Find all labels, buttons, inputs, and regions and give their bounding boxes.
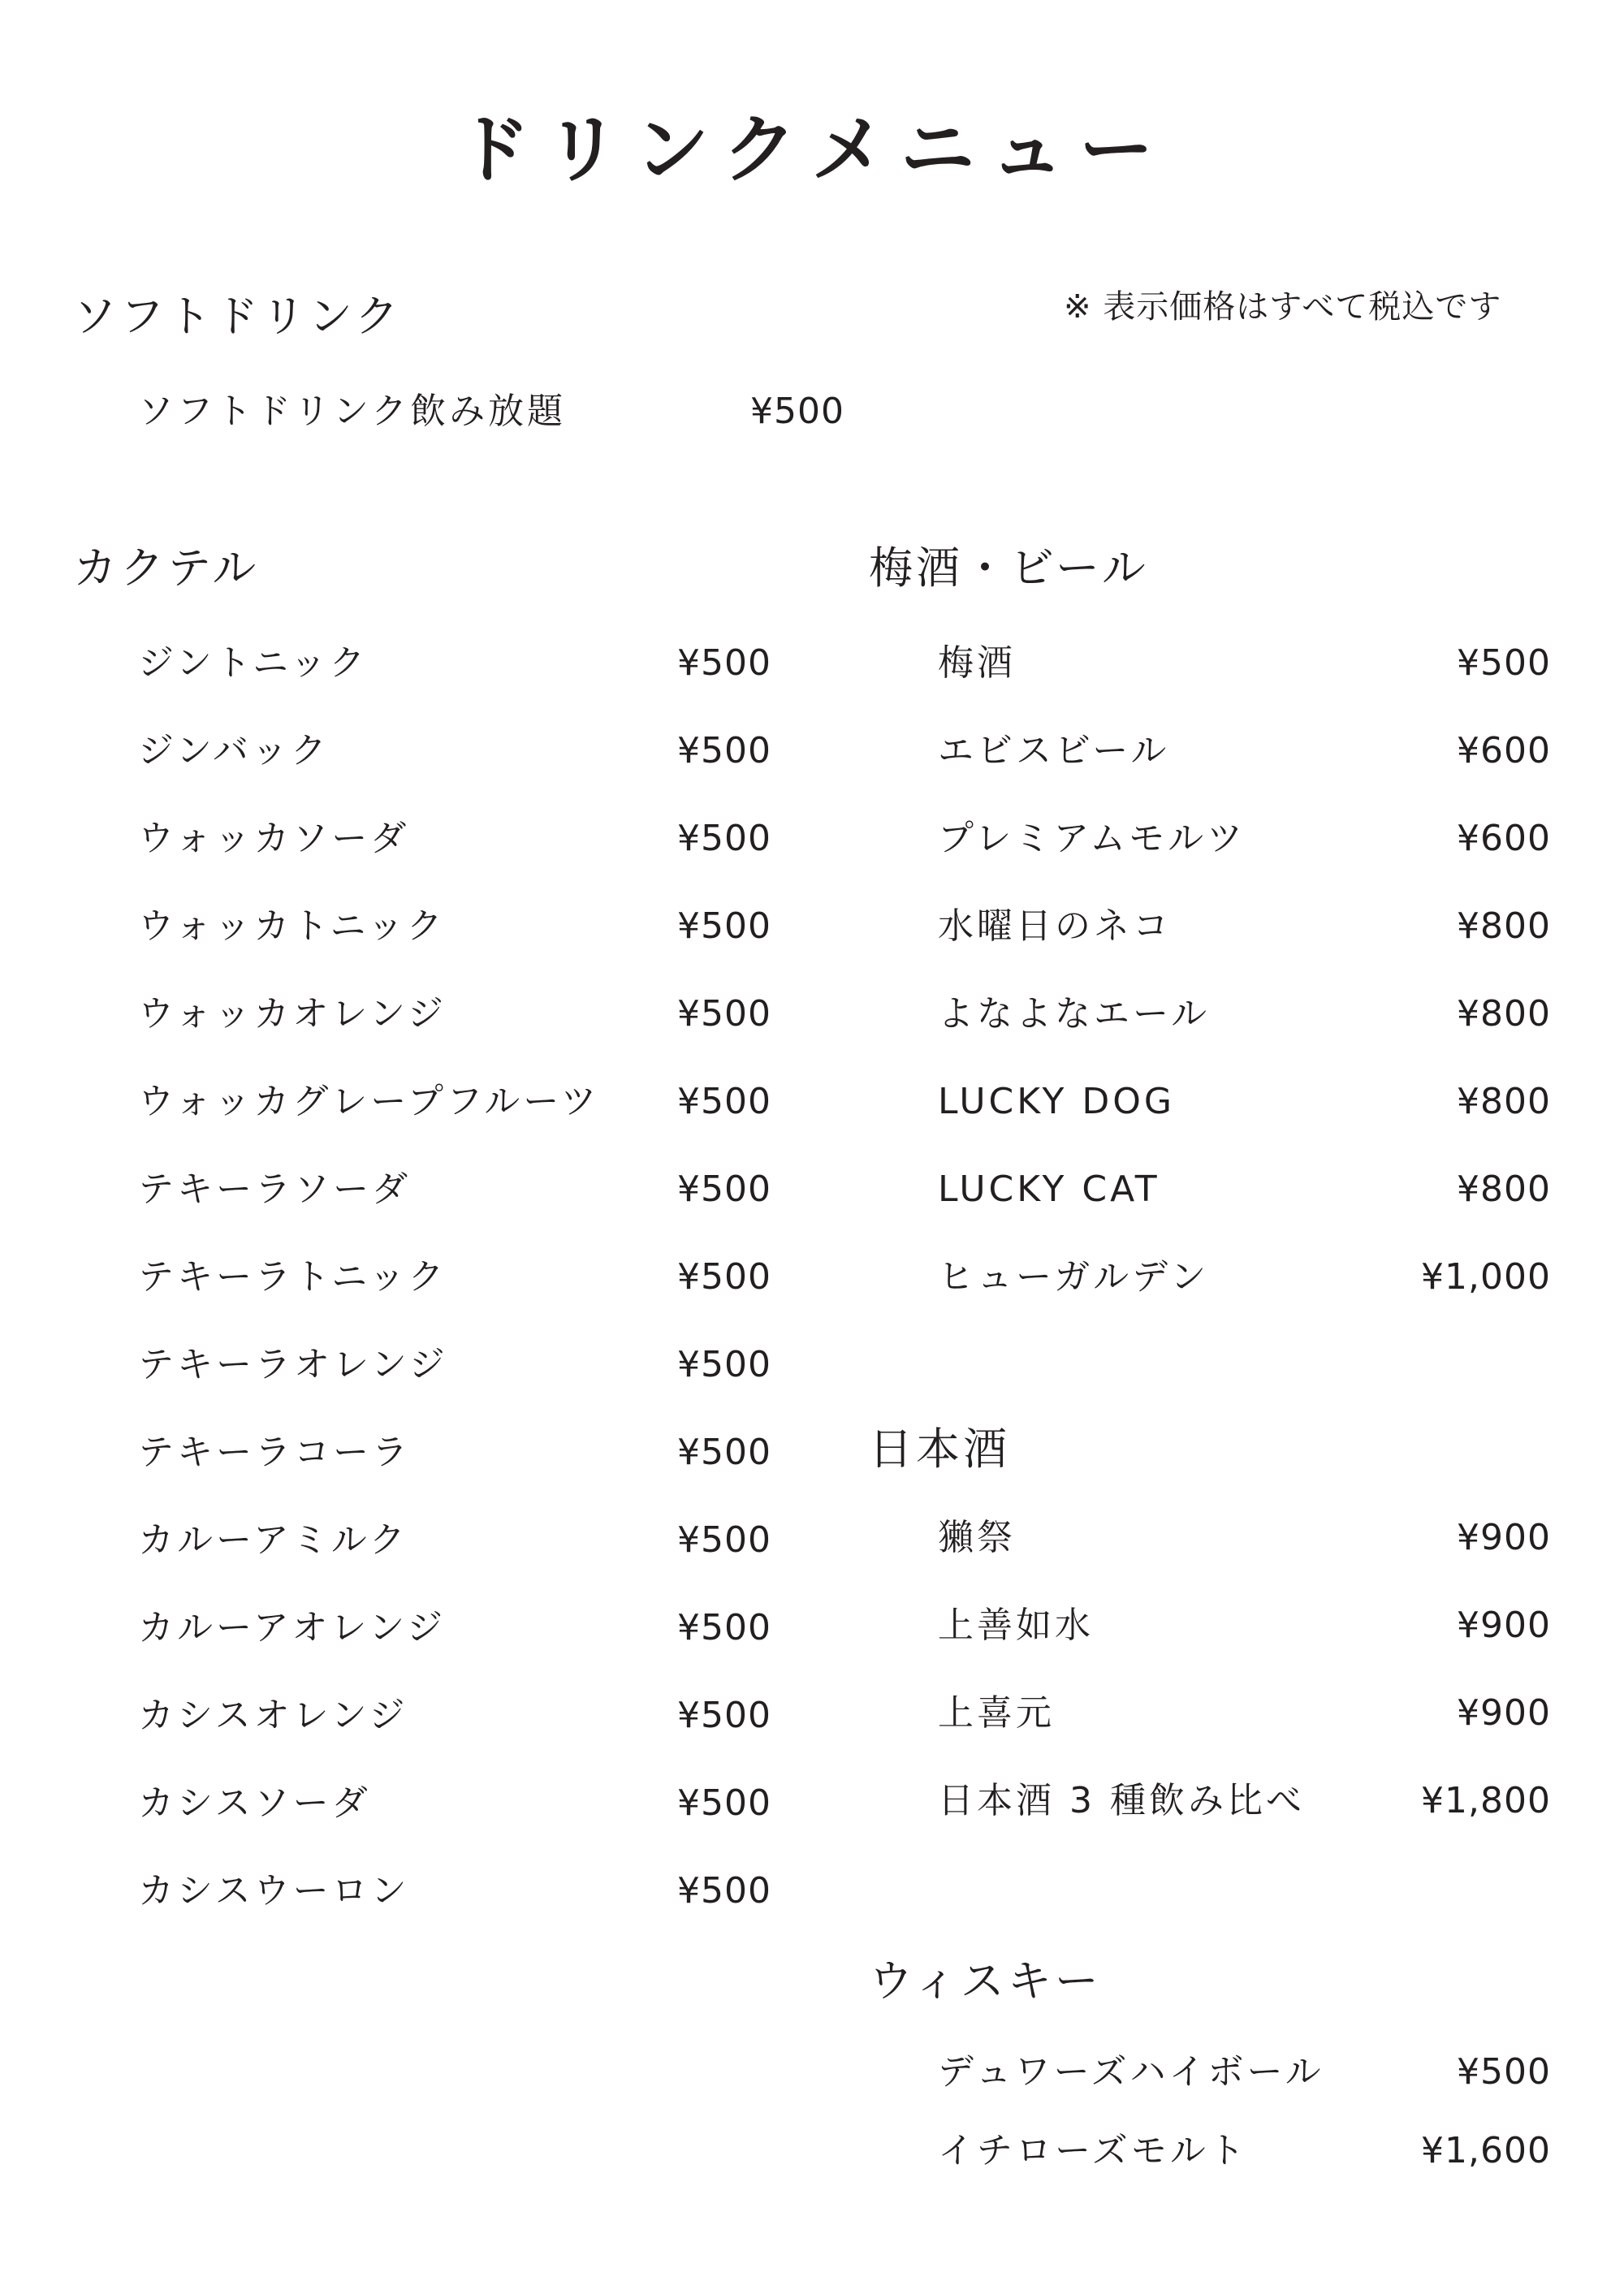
section-sake [869,1421,1551,1821]
item-name: ウォッカトニック [138,905,446,947]
item-price: ¥900 [1457,1517,1551,1558]
item-price: ¥500 [1457,642,1551,684]
menu-item [138,901,771,953]
item-name: LUCKY DOG [938,1081,1176,1122]
menu-item [938,1775,1551,1827]
menu-item [138,386,844,438]
menu-item [938,2125,1551,2177]
item-price: ¥900 [1457,1605,1551,1646]
item-price: ¥500 [677,993,771,1035]
item-price: ¥500 [677,1607,771,1648]
menu-item [938,2046,1551,2098]
item-name: 上善如水 [938,1605,1094,1646]
menu-item [138,1602,771,1654]
item-price: ¥500 [677,1169,771,1210]
item-price: ¥500 [677,642,771,684]
item-name: カシスソーダ [138,1782,371,1824]
item-name: よなよなエール [938,993,1211,1035]
menu-item [138,1339,771,1391]
menu-item [938,725,1551,777]
item-price: ¥500 [677,1081,771,1122]
item-name: カルーアオレンジ [138,1607,447,1648]
menu-item [138,1865,771,1917]
item-price: ¥500 [1457,2051,1551,2093]
item-name: デュワーズハイボール [938,2051,1324,2093]
menu-item [138,1514,771,1566]
section-cocktails [73,540,853,1920]
section-title: 日本酒 [869,1423,1010,1475]
item-price: ¥500 [677,1344,771,1385]
section-title: ウィスキー [869,1955,1102,2007]
item-name: ウォッカグレープフルーツ [138,1081,600,1122]
item-name: プレミアムモルツ [938,818,1246,859]
section-title: ソフトドリンク [73,291,402,342]
item-price: ¥500 [677,1782,771,1824]
item-name: エビスビール [938,730,1170,771]
menu-item [938,1164,1551,1216]
item-price: ¥500 [677,818,771,859]
menu-item [138,813,771,865]
menu-item [138,637,771,689]
menu-item [938,1251,1551,1303]
section-title: 梅酒・ビール [869,542,1149,594]
item-name: ジンバック [138,730,330,771]
item-price: ¥800 [1457,1081,1551,1122]
item-name: ジントニック [138,642,369,684]
item-price: ¥800 [1457,1169,1551,1210]
item-name: カシスオレンジ [138,1695,408,1736]
menu-item [938,637,1551,689]
item-name: 上喜元 [938,1692,1055,1734]
menu-item [138,1164,771,1216]
item-price: ¥500 [677,730,771,771]
item-name: ソフトドリンク飲み放題 [138,391,567,432]
section-soft-drinks [73,288,844,451]
item-price: ¥900 [1457,1692,1551,1734]
item-price: ¥600 [1457,818,1551,859]
item-price: ¥500 [677,1870,771,1912]
menu-item [138,988,771,1040]
item-name: テキーラトニック [138,1256,447,1298]
menu-item [938,1687,1551,1739]
item-price: ¥500 [677,905,771,947]
item-name: ウォッカオレンジ [138,993,447,1035]
menu-item [938,1600,1551,1652]
item-name: 獺祭 [938,1517,1016,1558]
item-price: ¥500 [677,1256,771,1298]
item-name: ウォッカソーダ [138,818,410,859]
menu-item [938,1512,1551,1564]
item-name: 梅酒 [938,642,1016,684]
item-price: ¥600 [1457,730,1551,771]
item-name: ヒューガルデン [938,1256,1210,1298]
item-name: テキーラソーダ [138,1169,411,1210]
item-name: カシスウーロン [138,1870,410,1912]
item-name: テキーラコーラ [138,1432,411,1473]
menu-item [138,1778,771,1830]
item-price: ¥1,800 [1421,1780,1551,1821]
menu-item [138,1427,771,1479]
menu-item [938,988,1551,1040]
item-name: イチローズモルト [938,2130,1248,2171]
menu-item [938,901,1551,953]
menu-item [138,1076,771,1128]
menu-item [938,813,1551,865]
item-price: ¥500 [677,1432,771,1473]
item-name: テキーラオレンジ [138,1344,448,1385]
section-title: カクテル [73,542,260,594]
item-price: ¥500 [750,391,844,432]
item-price: ¥1,000 [1421,1256,1551,1298]
item-price: ¥800 [1457,905,1551,947]
item-name: 日本酒 3 種飲み比べ [938,1780,1305,1821]
menu-item [938,1076,1551,1128]
item-price: ¥800 [1457,993,1551,1035]
section-umeshu-beer [869,540,1551,1303]
item-price: ¥500 [677,1519,771,1561]
menu-title: ドリンクメニュー [456,106,1168,193]
menu-item [138,725,771,777]
item-name: 水曜日のネコ [938,905,1172,947]
item-price: ¥1,600 [1421,2130,1551,2171]
item-name: LUCKY CAT [938,1169,1160,1210]
menu-item [138,1251,771,1303]
section-whisky [869,1953,1551,2197]
item-price: ¥500 [677,1695,771,1736]
item-name: カルーアミルク [138,1519,408,1561]
menu-item [138,1690,771,1742]
tax-note: ※ 表示価格はすべて税込です [1064,288,1502,326]
